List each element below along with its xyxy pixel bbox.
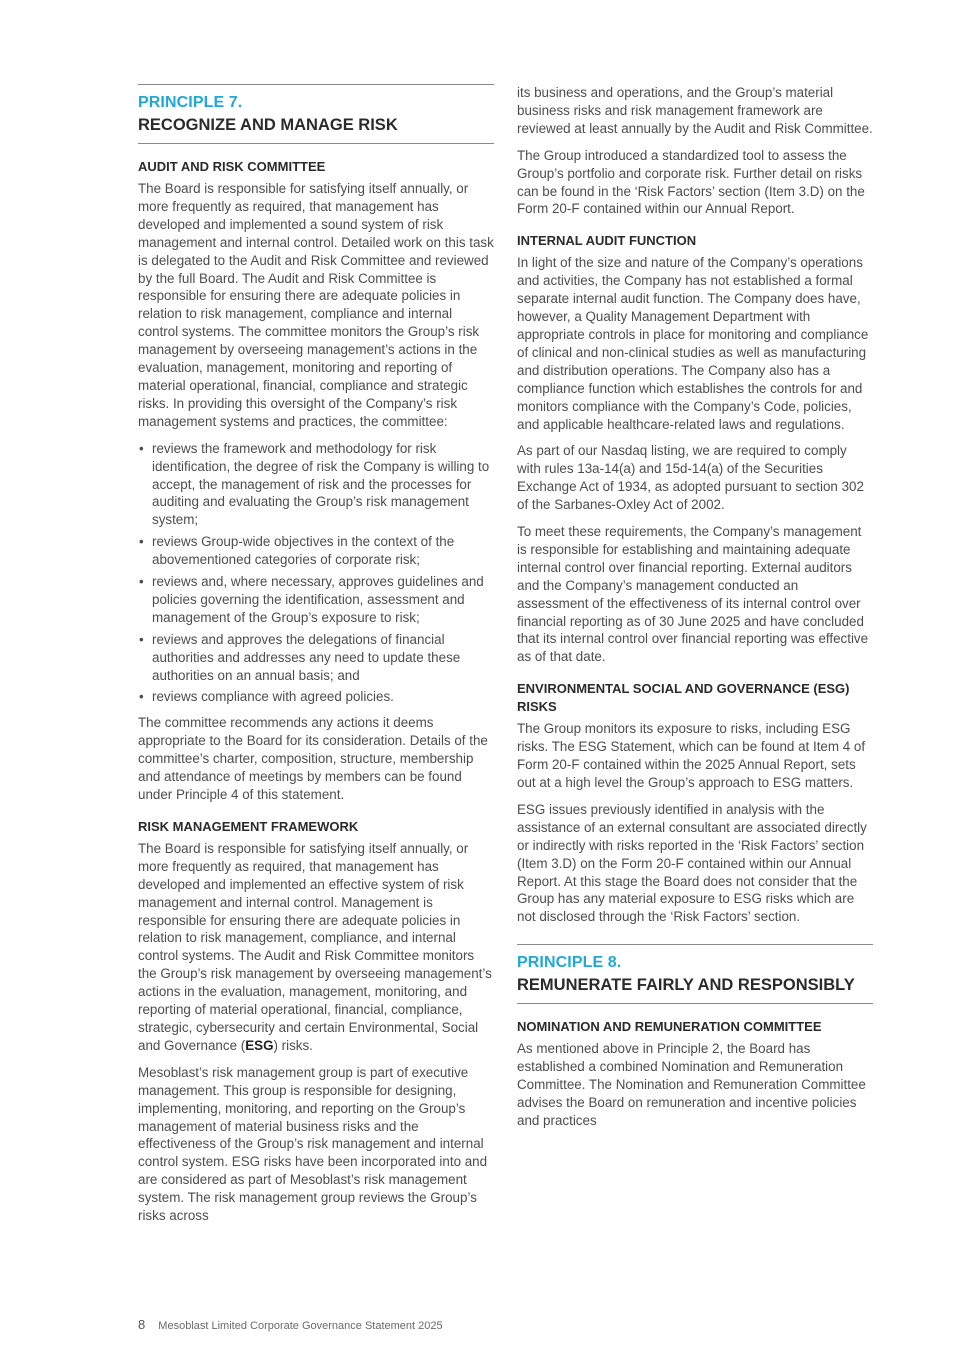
list-item: • reviews Group-wide objectives in the context of the abovementioned categories of corporate risk; [139,534,455,568]
nomination-committee-paragraph: As mentioned above in Principle 2, the Board has established a combined Nomination and Remuneration Committee. The Nomination and Remuneration Committee advises the Board on remuneration and incentive policies and practices [517,1041,866,1128]
committee-responsibilities-list [138,440,494,707]
esg-risks-paragraph-2: ESG issues previously identified in analysis with the assistance of an external consultant are associated directly or indirectly with risks reported in the ‘Risk Factors’ section (Item 3.D) on the Form 20-F contained within our Annual Report. At this stage the Board does not consider that the Group has any material exposure to ESG risks which are not disclosed through the ‘Risk Factors’ section. [517,801,867,925]
internal-audit-paragraph-1: In light of the size and nature of the Company’s operations and activities, the Company has not established a formal separate internal audit function. The Company does have, however, a Quality Management Department with appropriate controls in place for monitoring and compliance of clinical and non-clinical studies as well as manufacturing and distribution operations. The Company also has a compliance function which establishes the controls for and monitors compliance with the Company’s Code, policies, and applicable healthcare-related laws and regulations. [517,255,869,432]
risk-tool-paragraph: The Group introduced a standardized tool to assess the Group’s portfolio and corporate risk. Further detail on risks can be found in the ‘Risk Factors’ section (Item 3.D) on the Form 20-F contained within our Annual Report. [517,147,865,217]
esg-risks-paragraph-1: The Group monitors its exposure to risks, including ESG risks. The ESG Statement, which can be found at Item 4 of Form 20-F contained within the 2025 Annual Report, sets out at a high level the Group’s approach to ESG matters. [517,721,866,790]
internal-audit-heading: INTERNAL AUDIT FUNCTION [517,233,697,249]
nomination-committee-heading: NOMINATION AND REMUNERATION COMMITTEE [517,1019,822,1035]
page-footer [138,1317,443,1332]
page-number: 8 [138,1317,146,1332]
internal-audit-paragraph-3: To meet these requirements, the Company’s management is responsible for establishing and maintaining adequate internal control over financial reporting. External auditors and the Company’s management conducted an assessment of the effectiveness of its internal control over financial reporting as of 30 June 2025 and have concluded that its internal control over financial reporting was effective as of that date. [517,524,869,665]
right-column [517,84,873,1139]
esg-abbreviation: ESG [245,1037,274,1053]
list-item: • reviews the framework and methodology for risk identification, the degree of risk the Company is willing to accept, the management of risk and the processes for auditing and evaluating the Group’s risk management system; [139,440,490,528]
principle-8-top-rule [517,944,873,945]
bullet-icon: • [139,534,144,550]
principle-8-number: PRINCIPLE 8. [517,954,622,972]
document-title: Mesoblast Limited Corporate Governance Statement 2025 [158,1320,443,1332]
principle-7-bottom-rule [138,143,494,144]
risk-framework-heading: RISK MANAGEMENT FRAMEWORK [138,818,359,834]
principle-8-title: REMUNERATE FAIRLY AND RESPONSIBLY [517,976,855,995]
bullet-icon: • [139,689,144,705]
audit-committee-paragraph-2: The committee recommends any actions it deems appropriate to the Board for its consideration. Details of the committee’s charter, composition, structure, membership and attendance of meetings by members can be found under Principle 4 of this statement. [138,715,488,802]
principle-7-title: RECOGNIZE AND MANAGE RISK [138,116,398,134]
list-item: • reviews and approves the delegations of financial authorities and addresses any need to update these authorities on an annual basis; and [139,631,461,683]
risk-framework-paragraph-1: The Board is responsible for satisfying itself annually, or more frequently as required, that management has developed and implemented an effective system of risk management and internal control. Management is responsible for ensuring there are adequate policies in relation to risk management, compliance, and internal control systems. The Audit and Risk Committee monitors the Group’s risk management by overseeing management’s actions in the evaluation, management, monitoring, and reporting of material operational, financial, compliance, strategic, cybersecurity and certain Environmental, Social and Governance (ESG) risks. [138,840,492,1053]
continued-paragraph: its business and operations, and the Group’s material business risks and risk management framework are reviewed at least annually by the Audit and Risk Committee. [517,85,873,136]
esg-risks-heading: ENVIRONMENTAL SOCIAL AND GOVERNANCE (ESG) RISKS [517,681,850,715]
audit-committee-paragraph-1: The Board is responsible for satisfying itself annually, or more frequently as required, that management has developed and implemented a sound system of risk management and internal control. Detailed work on this task is delegated to the Audit and Risk Committee and reviewed by the full Board. The Audit and Risk Committee is responsible for ensuring there are adequate policies in relation to risk management, compliance and internal control systems. The committee monitors the Group’s risk management by overseeing management’s actions in the evaluation, management, monitoring and reporting of material operational, financial, compliance and strategic risks. In providing this oversight of the Company’s risk management systems and practices, the committee: [138,181,494,429]
internal-audit-paragraph-2: As part of our Nasdaq listing, we are required to comply with rules 13a-14(a) and 15d-14(a) of the Securities Exchange Act of 1934, as adopted pursuant to section 302 of the Sarbanes-Oxley Act of 2002. [517,443,864,513]
principle-7-number: PRINCIPLE 7. [138,94,243,111]
bullet-icon: • [139,574,144,590]
list-item: • reviews compliance with agreed policies. [139,689,394,705]
principle-7-top-rule [138,84,494,85]
principle-8-bottom-rule [517,1003,873,1004]
bullet-icon: • [139,631,144,647]
left-column [138,84,494,1234]
audit-committee-heading: AUDIT AND RISK COMMITTEE [138,159,326,174]
list-item: • reviews and, where necessary, approves guidelines and policies governing the identification, assessment and management of the Group’s exposure to risk; [139,574,484,625]
risk-framework-paragraph-2: Mesoblast’s risk management group is part of executive management. This group is responsible for designing, implementing, monitoring, and reporting on the Group’s management of material business risks and the effectiveness of the Group’s risk management and internal control system. ESG risks have been incorporated into and are considered as part of Mesoblast’s risk management system. The risk management group reviews the Group’s risks across [138,1064,488,1224]
bullet-icon: • [139,440,144,456]
